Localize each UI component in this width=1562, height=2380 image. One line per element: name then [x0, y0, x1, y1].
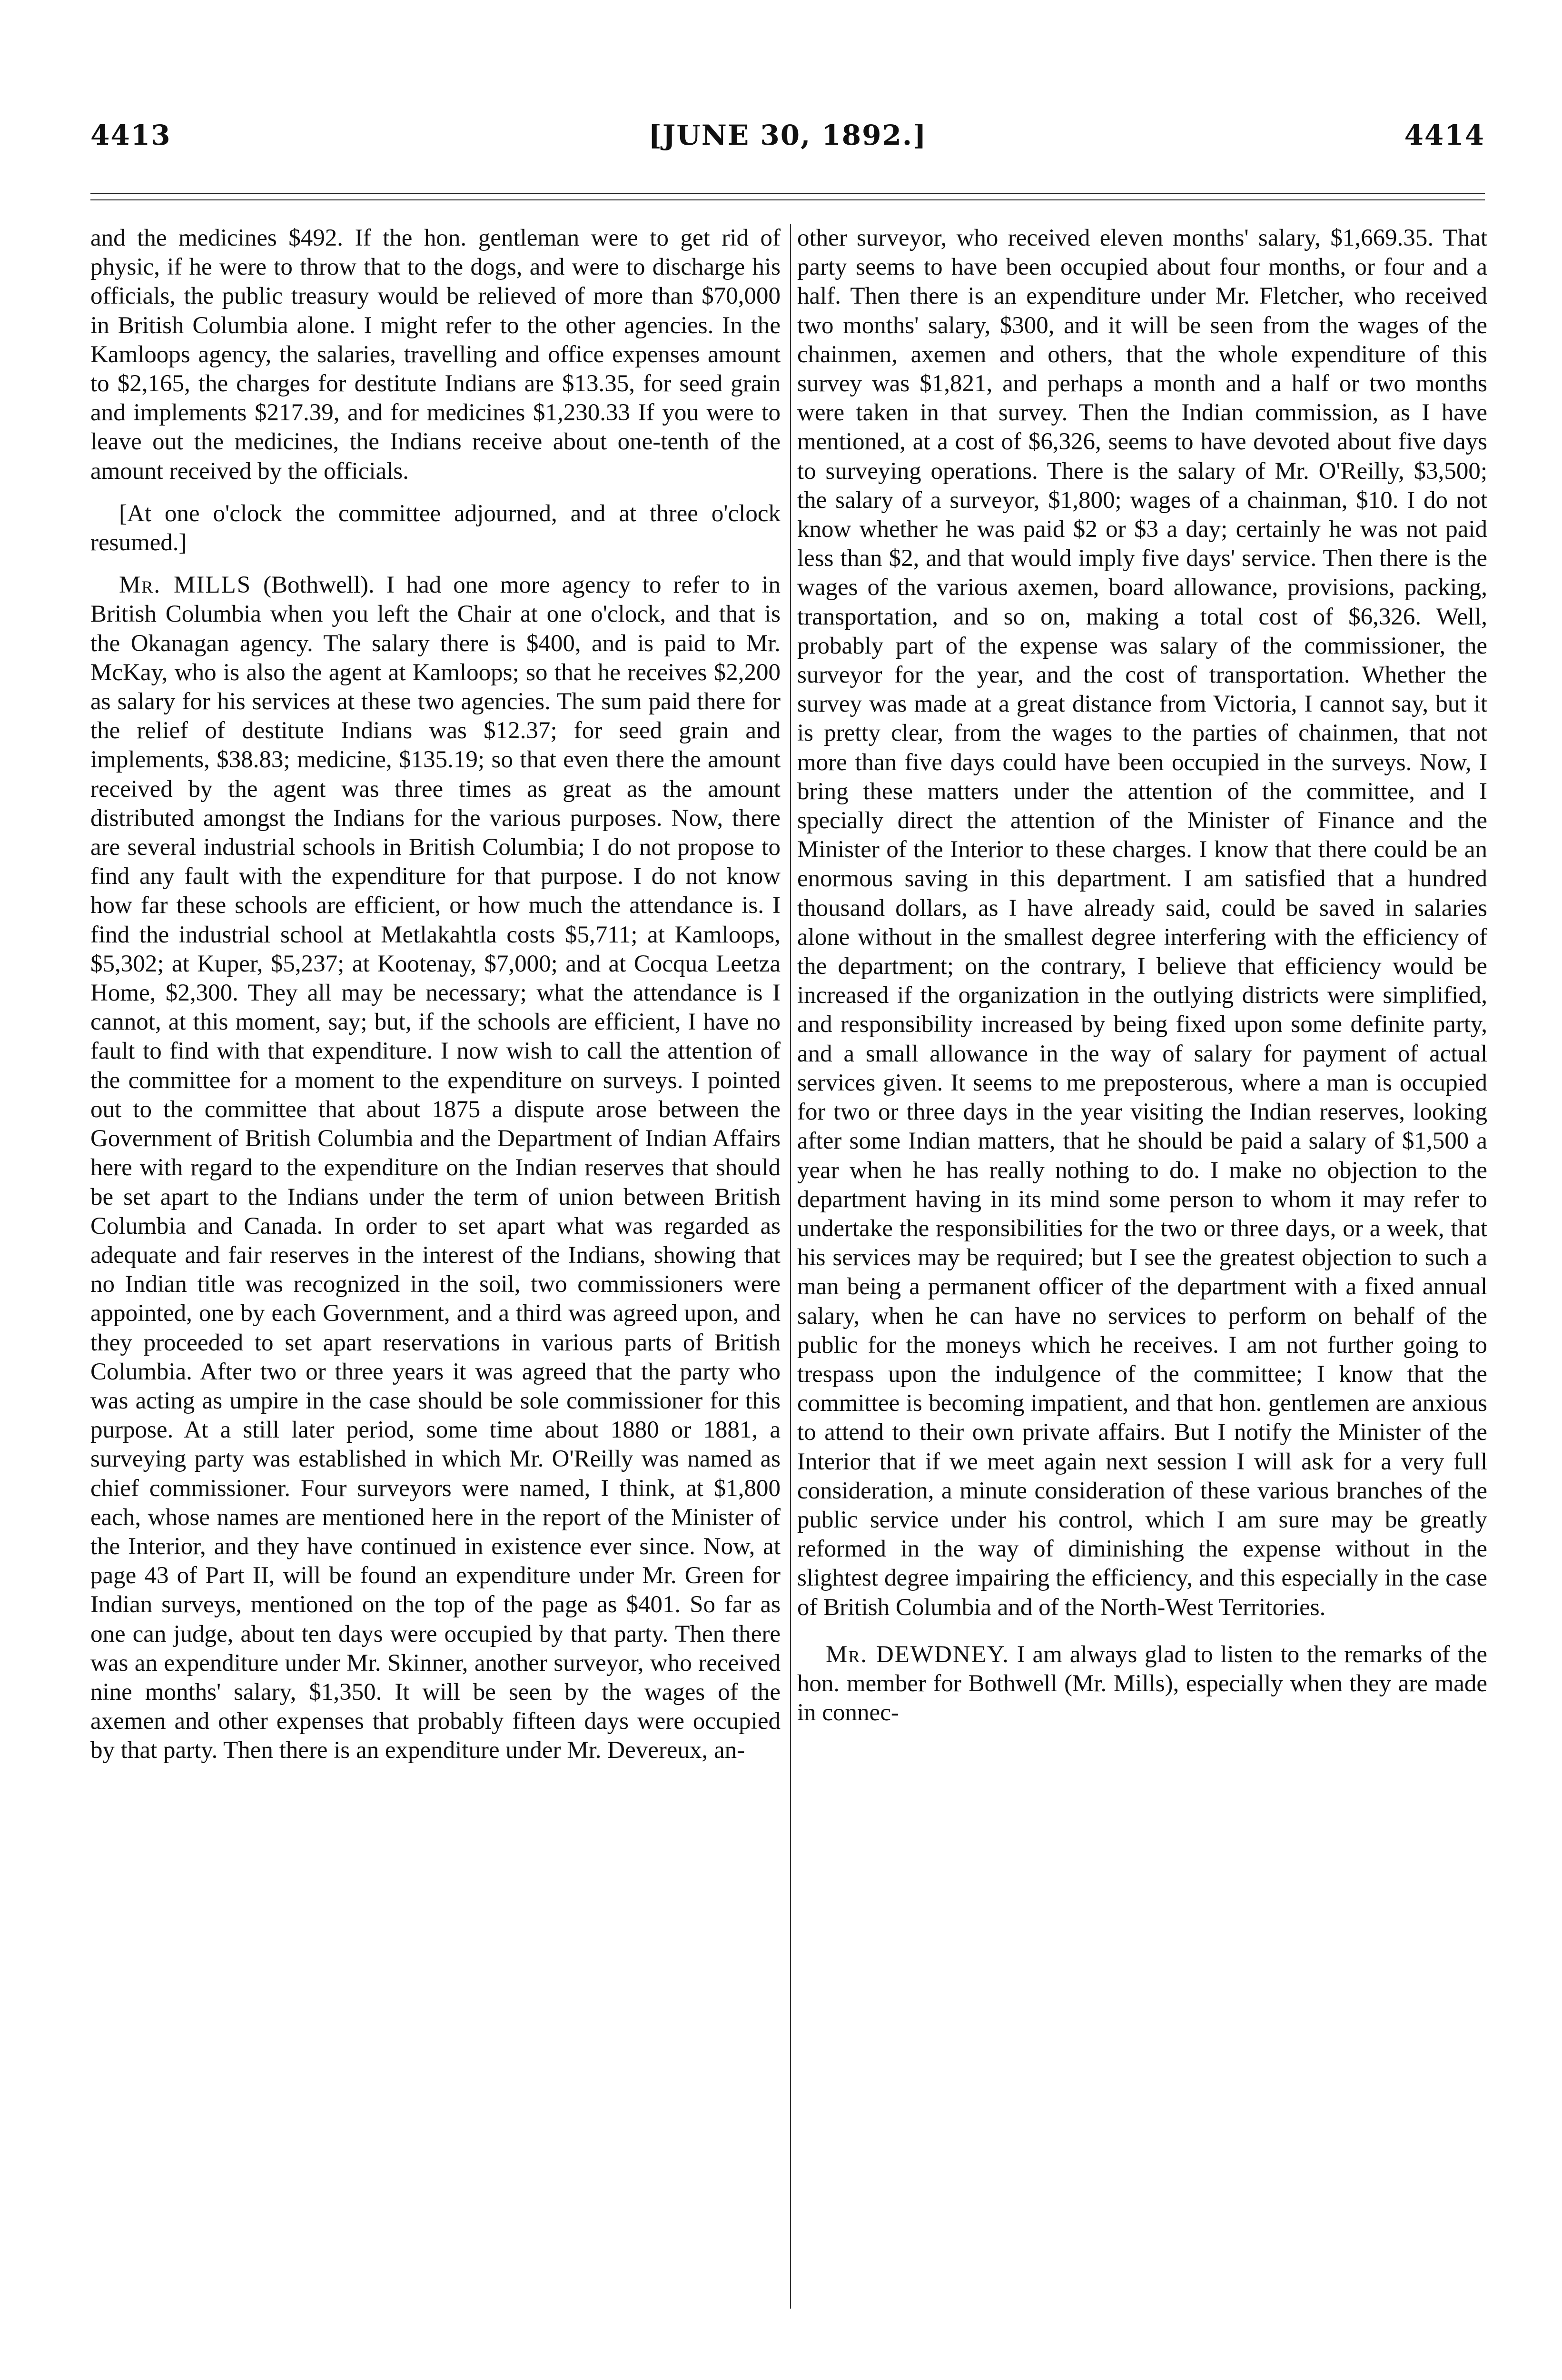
speech-paragraph [90, 571, 781, 1765]
header-rule [90, 193, 1485, 194]
speech-text: I am always glad to listen to the remarks of the hon. member for Bothwell (Mr. Mills), especially when they are made in connec- [797, 1641, 1487, 1726]
speaker-riding: (Bothwell). [263, 572, 375, 599]
page-header [90, 119, 1485, 171]
paragraph: and the medicines $492. If the hon. gentleman were to get rid of physic, if he were to throw that to the dogs, and were to discharge his officials, the public treasury would be relieved of more than $70,000 in British Columbia alone. I might refer to the other agencies. In the Kamloops agency, the salaries, travelling and office expenses amount to $2,165, the charges for destitute Indians are $13.35, for seed grain and implements $217.39, and for medicines $1,230.33 If you were to leave out the medicines, the Indians receive about one-tenth of the amount received by the officials. [90, 225, 781, 485]
speaker-name: Mr. MILLS [119, 572, 252, 599]
page-number-left: 4413 [90, 119, 171, 151]
column-divider [790, 224, 791, 2309]
speaker-name: Mr. DEWDNEY. [826, 1641, 1009, 1668]
header-date: [JUNE 30, 1892.] [648, 119, 927, 151]
page-number-right: 4414 [1404, 119, 1485, 151]
speech-text: I had one more agency to refer to in British Columbia when you left the Chair at one o'clock, and that is the Okanagan agency. The salary there is $400, and is paid to Mr. McKay, who is also the agent at Kamloops; so that he receives $2,200 as salary for his services at these two agencies. The sum paid there for the relief of destitute Indians was $12.37; for seed grain and implements, $38.83; medicine, $135.19; so that even there the amount received by the agent was three times as great as the amount distributed amongst the Indians for the various purposes. Now, there are several industrial schools in British Columbia; I do not propose to find any fault with the expenditure for that purpose. I do not know how far these schools are efficient, or how much the attendance is. I find the industrial school at Metlakahtla costs $5,711; at Kamloops, $5,302; at Kuper, $5,237; at Kootenay, $7,000; and at Cocqua Leetza Home, $2,300. They all may be necessary; what the attendance is I cannot, at this moment, say; but, if the schools are efficient, I have no fault to find with that expenditure. I now wish to call the attention of the committee for a moment to the expenditure on surveys. I pointed out to the committee that about 1875 a dispute arose between the Government of British Columbia and the Department of Indian Affairs here with regard to the expenditure on the Indian reserves that should be set apart to the Indians under the term of union between British Columbia and Canada. In order to set apart what was regarded as adequate and fair reserves in the interest of the Indians, showing that no Indian title was recognized in the soil, two commissioners were appointed, one by each Government, and a third was agreed upon, and they proceeded to set apart reservations in various parts of British Columbia. After two or three years it was agreed that the party who was acting as umpire in the case should be sole commissioner for this purpose. At a still later period, some time about 1880 or 1881, a surveying party was established in which Mr. O'Reilly was named as chief commissioner. Four surveyors were named, I think, at $1,800 each, whose names are mentioned here in the report of the Minister of the Interior, and they have continued in existence ever since. Now, at page 43 of Part II, will be found an expenditure under Mr. Green for Indian surveys, mentioned on the top of the page as $401. So far as one can judge, about ten days were occupied by that party. Then there was an expenditure under Mr. Skinner, another surveyor, who received nine months' salary, $1,350. It will be seen by the wages of the axemen and other expenses that probably fifteen days were occupied by that party. Then there is an expenditure under Mr. Devereux, an- [90, 572, 781, 1764]
procedural-note: [At one o'clock the committee adjourned, and at three o'clock resumed.] [90, 500, 781, 556]
header-rule-thin [90, 199, 1485, 200]
right-column [797, 224, 1487, 1727]
speech-paragraph [797, 1640, 1487, 1728]
paragraph: other surveyor, who received eleven months' salary, $1,669.35. That party seems to have been occupied about four months, or four and a half. Then there is an expenditure under Mr. Fletcher, who received two months' salary, $300, and it will be seen from the wages of the chainmen, axemen and others, that the whole expenditure of this survey was $1,821, and perhaps a month and a half or two months were taken in that survey. Then the Indian commission, as I have mentioned, at a cost of $6,326, seems to have devoted about five days to surveying operations. There is the salary of Mr. O'Reilly, $3,500; the salary of a surveyor, $1,800; wages of a chainman, $10. I do not know whether he was paid $2 or $3 a day; certainly he was not paid less than $2, and that would imply five days' service. Then there is the wages of the various axemen, board allowance, provisions, packing, transportation, and so on, making a total cost of $6,326. Well, probably part of the expense was salary of the commissioner, the surveyor for the year, and the cost of transportation. Whether the survey was made at a great distance from Victoria, I cannot say, but it is pretty clear, from the wages to the parties of chainmen, that not more than five days could have been occupied in the surveys. Now, I bring these matters under the attention of the committee, and I specially direct the attention of the Minister of Finance and the Minister of the Interior to these charges. I know that there could be an enormous saving in this department. I am satisfied that a hundred thousand dollars, as I have already said, could be saved in salaries alone without in the smallest degree interfering with the efficiency of the department; on the contrary, I believe that efficiency would be increased if the organization in the outlying districts were simplified, and responsibility increased by being fixed upon some definite party, and a small allowance in the way of salary for payment of actual services given. It seems to me preposterous, where a man is occupied for two or three days in the year visiting the Indian reserves, looking after some Indian matters, that he should be paid a salary of $1,500 a year when he has really nothing to do. I make no objection to the department having in its mind some person to whom it may refer to undertake the responsibilities for the two or three days, or a week, that his services may be required; but I see the greatest objection to such a man being a permanent officer of the department with a fixed annual salary, when he can have no services to perform on behalf of the public for the moneys which he receives. I am not further going to trespass upon the indulgence of the committee; I know that the committee is becoming impatient, and that hon. gentlemen are anxious to attend to their own private affairs. But I notify the Minister of the Interior that if we meet again next session I will ask for a very full consideration, a minute consideration of these various branches of the public service under his control, which I am sure may be greatly reformed in the way of diminishing the expense without in the slightest degree impairing the efficiency, and this especially in the case of British Columbia and of the North-West Territories. [797, 225, 1487, 1621]
left-column [90, 224, 781, 1765]
